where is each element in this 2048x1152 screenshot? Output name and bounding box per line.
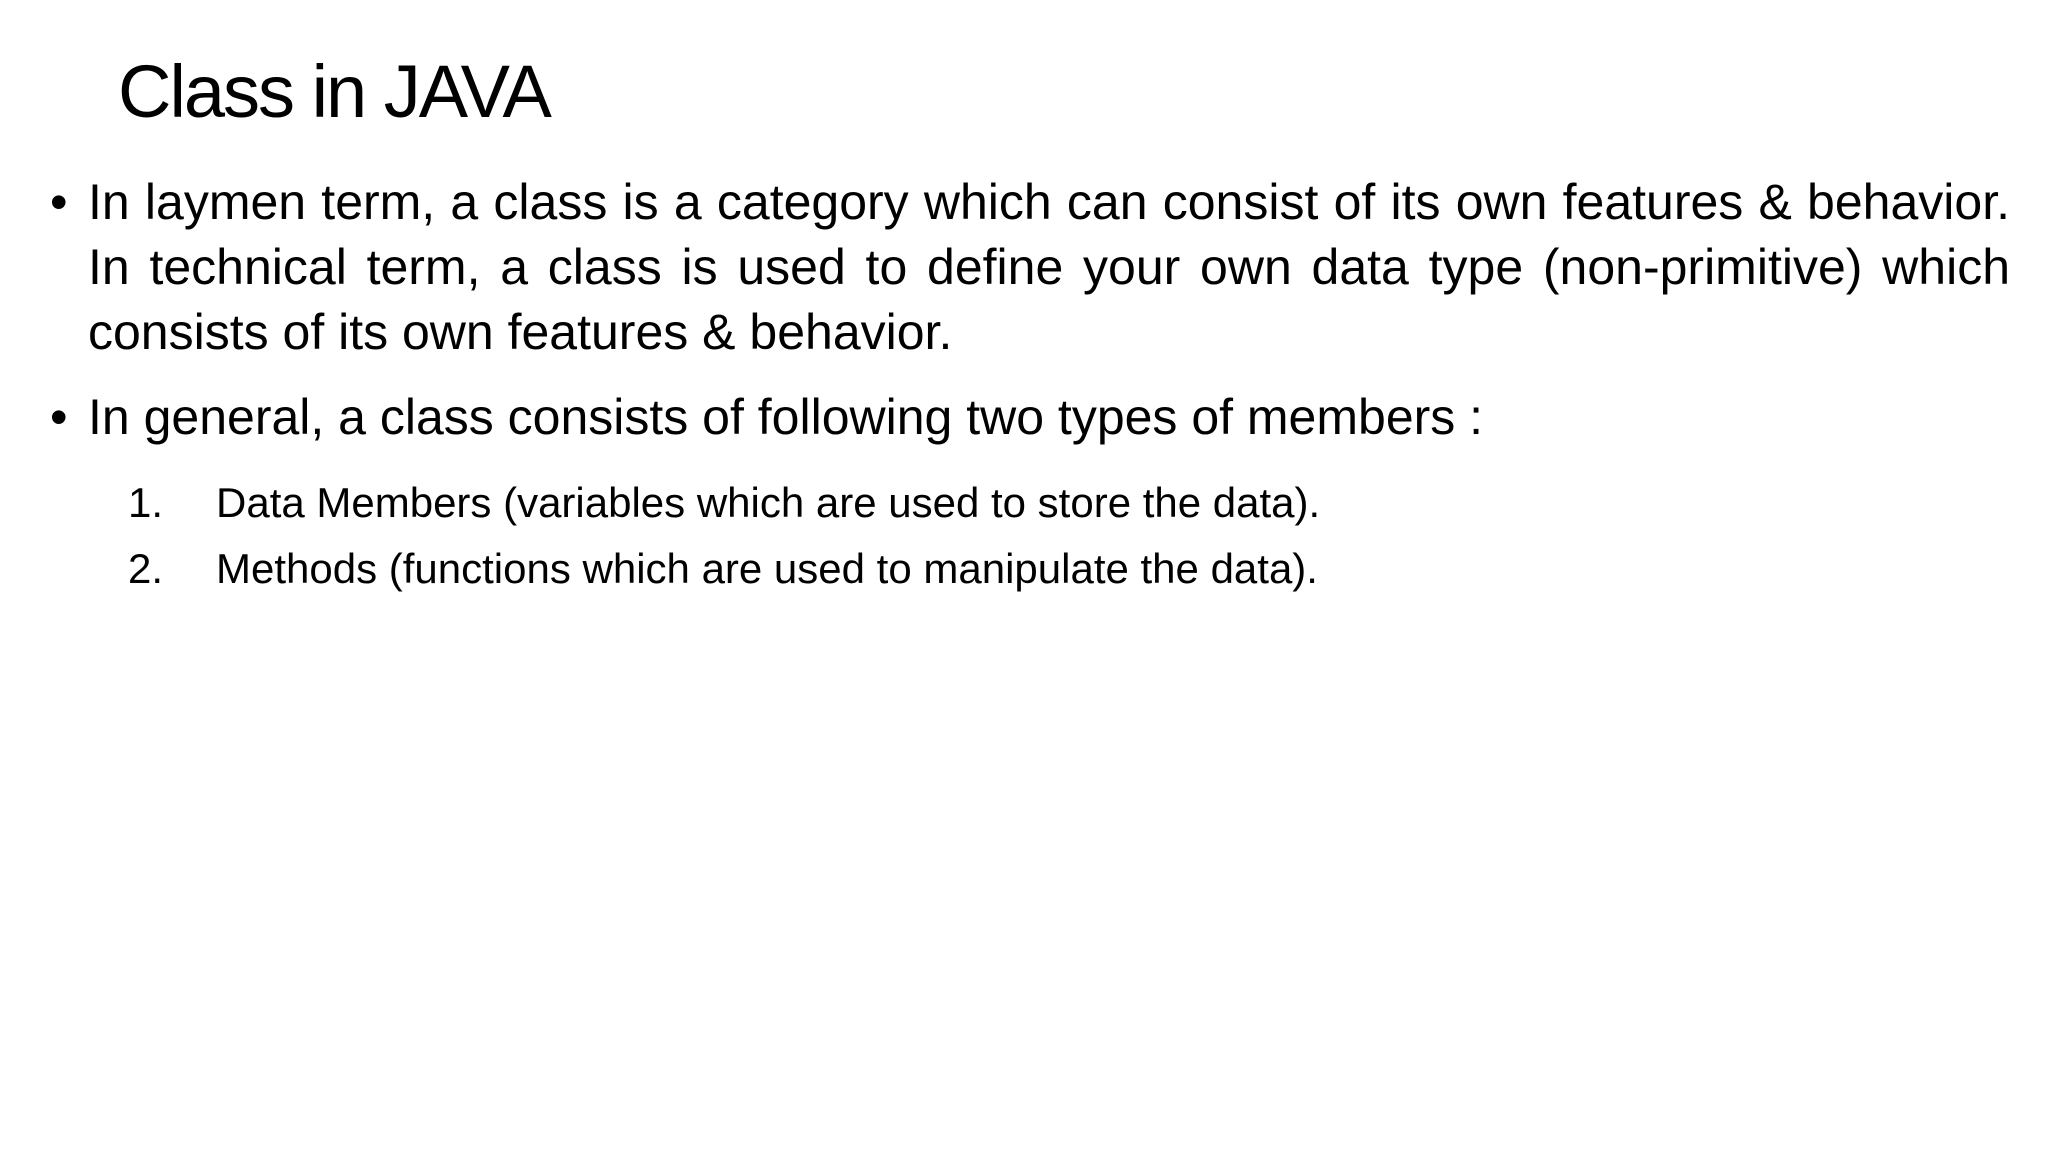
list-item-text: Data Members (variables which are used to store the data). [216,479,1321,526]
bullet-text: In general, a class consists of following two types of members : [88,389,1484,445]
slide-title: Class in JAVA [118,50,550,133]
numbered-list [128,470,2010,602]
list-item-number: 1. [128,479,164,526]
list-item-text: Methods (functions which are used to manipulate the data). [216,545,1318,592]
bullet-item [50,385,2010,450]
list-item [128,536,2010,602]
slide-body [50,170,2010,602]
bullet-point-icon: • [50,389,68,445]
bullet-text: In laymen term, a class is a category which can consist of its own features & behavior. In technical term, a class is used to define your own data type (non-primitive) which consists of its own features & behavior. [88,174,2010,360]
list-item-number: 2. [128,545,164,592]
bullet-item [50,170,2010,365]
list-item [128,470,2010,536]
bullet-point-icon: • [50,174,68,230]
